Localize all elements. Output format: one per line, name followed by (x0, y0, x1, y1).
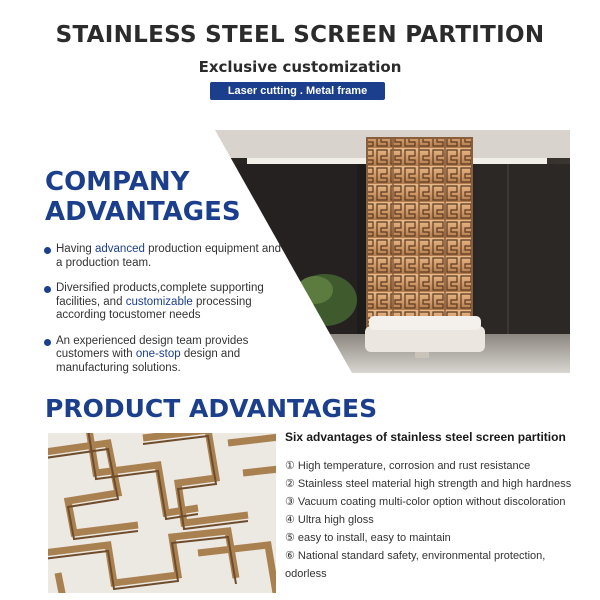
item-highlight: advanced (95, 243, 145, 255)
product-closeup-image (48, 433, 276, 593)
item-text: Having (56, 243, 95, 255)
bullet-icon (44, 286, 51, 293)
product-advantages-title: PRODUCT ADVANTAGES (45, 394, 378, 423)
tagline-badge: Laser cutting . Metal frame (210, 82, 385, 100)
company-advantage-item (44, 335, 284, 376)
bullet-icon (44, 247, 51, 254)
item-highlight: one-stop (135, 348, 181, 360)
advantage-item: ① High temperature, corrosion and rust resistance (285, 460, 531, 472)
item-text: Diversified products,complete supporting facilities, and (56, 282, 264, 308)
company-advantages-list (44, 243, 284, 387)
company-title-line1: COMPANY (45, 167, 190, 197)
company-advantage-item (44, 282, 284, 323)
item-text: design and manufacturing solutions. (56, 348, 241, 374)
item-text: production equipment and a production team. (56, 243, 282, 269)
advantage-item: ⑤ easy to install, easy to maintain (285, 532, 451, 544)
bullet-icon (44, 339, 51, 346)
advantage-item: ③ Vacuum coating multi-color option without discoloration (285, 496, 566, 508)
advantage-item: ⑥ National standard safety, environmental protection, odorless (285, 550, 546, 580)
advantage-item: ② Stainless steel material high strength and high hardness (285, 478, 572, 490)
company-title-line2: ADVANTAGES (45, 197, 241, 227)
company-advantages-title (45, 167, 241, 227)
item-highlight: customizable (125, 295, 193, 308)
item-text: An experienced design team provides customers with (56, 334, 249, 360)
advantage-item: ④ Ultra high gloss (285, 514, 374, 526)
item-text: processing according tocustomer needs (56, 295, 252, 321)
company-advantage-item (44, 243, 284, 270)
page-subtitle: Exclusive customization (198, 58, 402, 76)
page-title: STAINLESS STEEL SCREEN PARTITION (55, 22, 545, 48)
six-advantages-list (285, 457, 595, 583)
six-advantages-title: Six advantages of stainless steel screen partition (285, 430, 566, 444)
